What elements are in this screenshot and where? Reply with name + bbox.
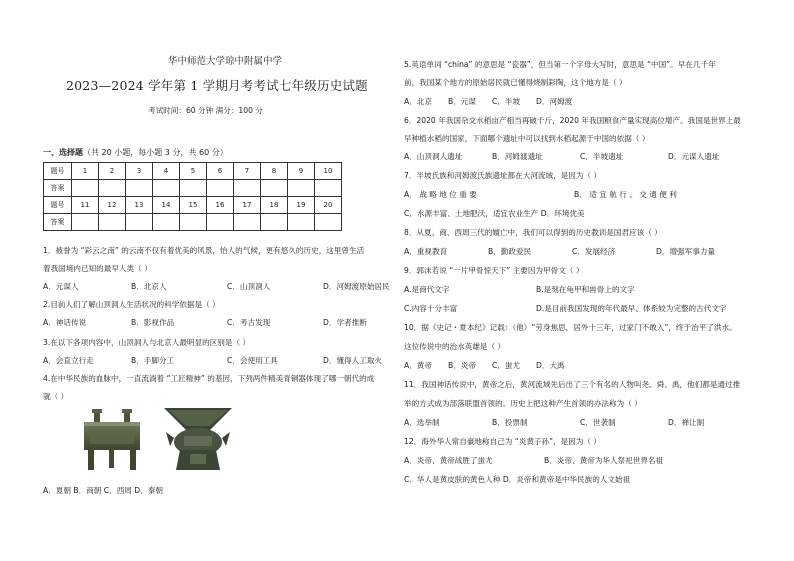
question-number-cell: 4: [153, 163, 180, 180]
option-d[interactable]: D．元谋人遗址: [668, 152, 720, 161]
question-number-cell: 13: [126, 197, 153, 214]
option-a[interactable]: A．重视教育: [404, 247, 448, 256]
question-number-cell: 7: [234, 163, 261, 180]
question-number-cell: 8: [261, 163, 288, 180]
question-12-options-row1: [404, 456, 663, 465]
answer-cell[interactable]: [99, 180, 126, 197]
question-11-options: [404, 418, 704, 427]
answer-cell[interactable]: [261, 180, 288, 197]
question-1-stem-cont: 着我国境内已知的最早人类（ ）: [43, 264, 152, 273]
answer-cell[interactable]: [261, 214, 288, 231]
question-9-options-row1: [404, 285, 635, 294]
option-c[interactable]: C．山顶洞人: [227, 282, 271, 291]
answer-table-row: [44, 180, 342, 197]
exam-info: 考试时间：60 分钟 满分：100 分: [148, 106, 263, 115]
section-desc: （共 20 小题，每小题 3 分，共 60 分）: [83, 148, 228, 157]
bronze-ding-image: [78, 408, 146, 472]
question-7-options-row2: C．水源丰富、土地肥沃，适宜农业生产 D．环境优美: [404, 209, 585, 218]
question-3-stem: 3.在以下各项内容中，山顶洞人与北京人最明显的区别是（ ）: [43, 338, 251, 347]
question-number-cell: 10: [315, 163, 342, 180]
answer-cell[interactable]: [207, 180, 234, 197]
answer-table-row: [44, 214, 342, 231]
option-b[interactable]: B．炎帝、黄帝为华人祭祀世界名祖: [544, 456, 664, 465]
question-9-options-row2: [404, 304, 727, 313]
option-a[interactable]: A．黄帝: [404, 361, 432, 370]
answer-cell[interactable]: [153, 180, 180, 197]
question-number-cell: 20: [315, 197, 342, 214]
question-8-stem: 8．从夏、商、西周三代的嬗亡中，我们可以得到的历史教训是国君应该（ ）: [404, 228, 662, 237]
question-11-stem-cont: 举的方式成为部落联盟首领的。历史上把这种产生首领的办法称为（ ）: [404, 399, 642, 408]
option-a[interactable]: A．神话传说: [43, 318, 87, 327]
answer-cell[interactable]: [315, 180, 342, 197]
table-header-cell: 答案: [44, 214, 72, 231]
option-b[interactable]: B.是刻在龟甲和兽骨上的文字: [536, 285, 635, 294]
question-number-cell: 9: [288, 163, 315, 180]
answer-table: [43, 162, 342, 231]
question-number-cell: 15: [180, 197, 207, 214]
answer-cell[interactable]: [234, 214, 261, 231]
answer-cell[interactable]: [72, 180, 99, 197]
option-d[interactable]: D．大禹: [536, 361, 565, 370]
option-c[interactable]: C．会使用工具: [227, 356, 278, 365]
section-heading: [43, 148, 228, 158]
answer-table-row: [44, 163, 342, 180]
option-a[interactable]: A．选举制: [404, 418, 440, 427]
option-b[interactable]: B．北京人: [131, 282, 167, 291]
answer-cell[interactable]: [153, 214, 180, 231]
answer-cell[interactable]: [72, 214, 99, 231]
table-header-cell: 题号: [44, 197, 72, 214]
question-number-cell: 3: [126, 163, 153, 180]
option-c[interactable]: C.内容十分丰富: [404, 304, 458, 313]
option-c[interactable]: C．发展经济: [572, 247, 616, 256]
option-c[interactable]: C．半坡遗址: [580, 152, 624, 161]
option-b[interactable]: B．炎帝: [448, 361, 476, 370]
question-4-options: A．夏朝 B．商朝 C．西周 D．秦朝: [43, 486, 163, 495]
answer-cell[interactable]: [288, 180, 315, 197]
option-d[interactable]: D．河姆渡原始居民: [323, 282, 390, 291]
table-header-cell: 题号: [44, 163, 72, 180]
answer-cell[interactable]: [288, 214, 315, 231]
bronze-zun-image: [160, 404, 236, 474]
option-a[interactable]: A．炎帝、黄帝战胜了蚩尤: [404, 456, 493, 465]
option-d[interactable]: D．学者推断: [323, 318, 367, 327]
answer-table-row: [44, 197, 342, 214]
question-10-options: [404, 361, 565, 370]
section-label: 一、选择题: [43, 148, 83, 157]
question-number-cell: 14: [153, 197, 180, 214]
option-b[interactable]: B．勤政爱民: [488, 247, 532, 256]
option-c[interactable]: C．蚩尤: [492, 361, 521, 370]
option-b[interactable]: B． 适 宜 航 行 、 交 通 便 利: [574, 190, 677, 199]
question-5-stem-cont: 前，我国某个地方的原始居民就已懂得烧制彩陶，这个地方是（ ）: [404, 78, 627, 87]
question-9-stem: 9．郭沫若说 “一片甲骨惊天下” 主要因为甲骨文（ ）: [404, 266, 584, 275]
question-number-cell: 17: [234, 197, 261, 214]
option-d[interactable]: D．禅让制: [668, 418, 705, 427]
question-12-options-row2: C．华人是黄皮肤的黄色人种 D．炎帝和黄帝是中华民族的人文始祖: [404, 475, 631, 484]
option-c[interactable]: C．半坡: [492, 97, 521, 106]
question-6-stem: 6．2020 年我国杂交水稻亩产相当再破千斤，2020 年我国粮食产量实现高位增产。我国是世界上最: [404, 116, 741, 125]
answer-cell[interactable]: [207, 214, 234, 231]
question-2-stem: 2.目前人们了解山顶洞人生活状况的科学依据是（ ）: [43, 300, 220, 309]
option-a[interactable]: A．北京: [404, 97, 432, 106]
question-number-cell: 12: [99, 197, 126, 214]
option-a[interactable]: A．山顶洞人遗址: [404, 152, 463, 161]
question-8-options: [404, 247, 715, 256]
answer-cell[interactable]: [234, 180, 261, 197]
question-11-stem: 11．我国神话传说中，黄帝之后，黄河流域先后出了三个有名的人物叫尧、舜、禹，他们都是通过推: [404, 380, 741, 389]
option-c[interactable]: C．考古发现: [227, 318, 271, 327]
option-b[interactable]: B．手脚分工: [131, 356, 175, 365]
option-d[interactable]: D．懂得人工取火: [323, 356, 383, 365]
answer-cell[interactable]: [126, 214, 153, 231]
answer-cell[interactable]: [126, 180, 153, 197]
question-12-stem: 12．海外华人常自豪地称自己为 “炎黄子孙”，是因为（ ）: [404, 437, 602, 446]
question-4-stem-cont: 就（ ）: [43, 392, 69, 401]
question-10-stem: 10．据《史记・夏本纪》记载：（他）“劳身焦思，居外十三年，过家门不敢入”，终于治平了洪水。: [404, 323, 737, 332]
question-number-cell: 18: [261, 197, 288, 214]
option-a[interactable]: A．会直立行走: [43, 356, 94, 365]
option-d[interactable]: D.是目前我国发现的年代最早、体系较为完整的古代文字: [536, 304, 727, 313]
option-b[interactable]: B．河姆渡遗址: [492, 152, 543, 161]
option-a[interactable]: A.是商代文字: [404, 285, 450, 294]
question-5-options: [404, 97, 572, 106]
option-a[interactable]: A．元谋人: [43, 282, 79, 291]
question-number-cell: 16: [207, 197, 234, 214]
option-a[interactable]: A． 战 略 地 位 重 要: [404, 190, 477, 199]
question-number-cell: 1: [72, 163, 99, 180]
exam-title: 2023—2024 学年第 1 学期月考考试七年级历史试题: [66, 78, 368, 93]
question-5-stem: 5.英语单词 “china” 的意思是 “瓷器”，但当第一个字母大写时，意思是 “中国”。早在几千年: [404, 60, 716, 69]
question-number-cell: 19: [288, 197, 315, 214]
option-d[interactable]: D．增强军事力量: [656, 247, 716, 256]
question-7-stem: 7．半坡氏族和河姆渡氏族遗址都在大河流域，是因为（ ）: [404, 171, 602, 180]
question-3-options: [43, 356, 382, 365]
school-name: 华中师范大学琼中附属中学: [168, 56, 283, 67]
question-6-stem-cont: 早种植水稻的国家，下面哪个遗址中可以找到水稻起源于中国的依据（ ）: [404, 134, 650, 143]
question-1-stem: 1．被誉为 “彩云之南” 的云南不仅有着优美的风景，怡人的气候，更有悠久的历史，这里曾生活: [43, 246, 365, 255]
option-b[interactable]: B．投票制: [492, 418, 528, 427]
answer-cell[interactable]: [180, 180, 207, 197]
question-number-cell: 5: [180, 163, 207, 180]
question-2-options: [43, 318, 367, 327]
answer-cell[interactable]: [180, 214, 207, 231]
question-number-cell: 2: [99, 163, 126, 180]
question-1-options: [43, 282, 390, 291]
question-10-stem-cont: 这位传说中的治水英雄是（ ）: [404, 342, 506, 351]
question-6-options: [404, 152, 719, 161]
answer-cell[interactable]: [315, 214, 342, 231]
answer-cell[interactable]: [99, 214, 126, 231]
table-header-cell: 答案: [44, 180, 72, 197]
option-b[interactable]: B．元谋: [448, 97, 476, 106]
question-number-cell: 6: [207, 163, 234, 180]
question-4-stem: 4.在中华民族的血脉中，一直流淌着 “工匠精神” 的基因，下列两件精美青铜器体现了哪一朝代的成: [43, 374, 375, 383]
question-number-cell: 11: [72, 197, 99, 214]
option-c[interactable]: C．世袭制: [580, 418, 616, 427]
option-d[interactable]: D．河姆渡: [536, 97, 573, 106]
option-b[interactable]: B．影视作品: [131, 318, 175, 327]
question-7-options-row1: [404, 190, 677, 199]
